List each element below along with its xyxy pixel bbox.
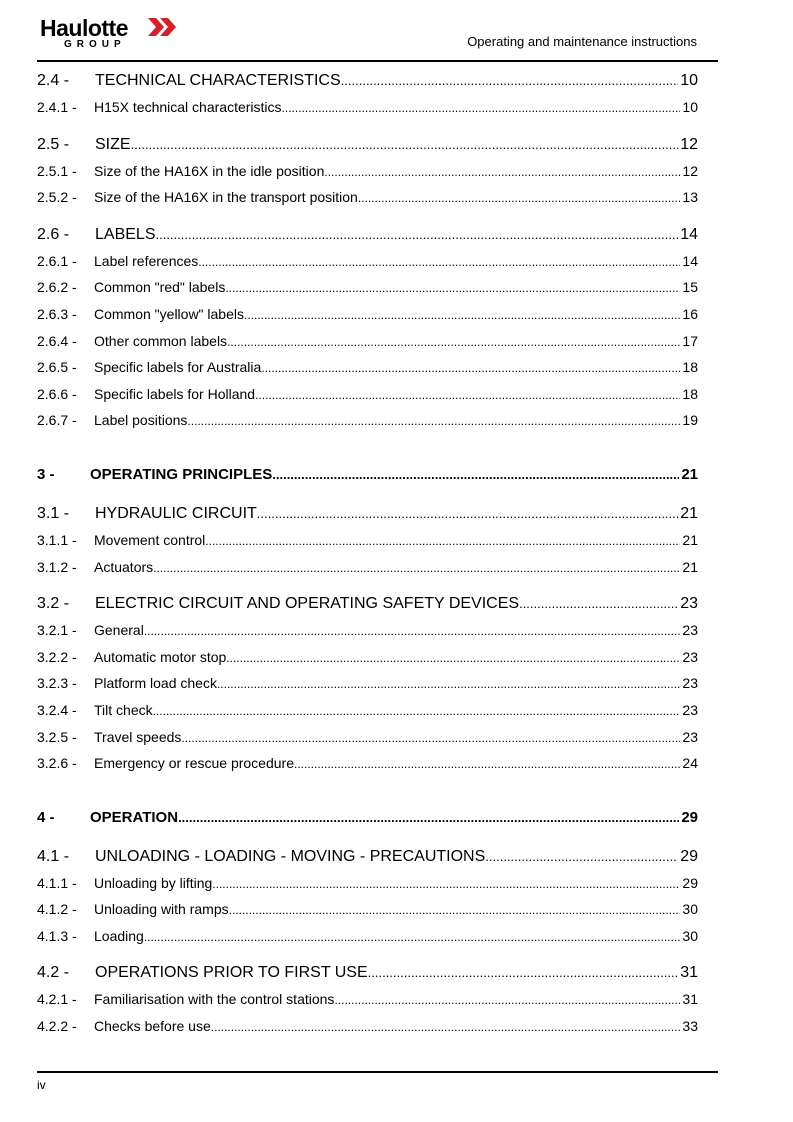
section-gap [37, 490, 698, 500]
dot-leader [282, 94, 681, 122]
toc-number: 2.6 - [37, 225, 70, 243]
dot-leader [181, 724, 680, 752]
toc-number: 3.2.3 - [37, 675, 77, 692]
toc-number: 2.6.7 - [37, 412, 77, 429]
toc-title: OPERATION [90, 808, 179, 826]
chapter-gap [37, 777, 698, 803]
dot-leader [358, 184, 681, 212]
toc-page: 23 [682, 622, 698, 639]
dot-leader [324, 158, 680, 186]
toc-page: 18 [682, 359, 698, 376]
toc-page: 21 [681, 465, 698, 483]
chapter-gap [37, 434, 698, 460]
dot-leader [198, 248, 680, 276]
dot-leader [217, 670, 680, 698]
dot-leader [205, 527, 680, 555]
toc-number: 2.4.1 - [37, 99, 77, 115]
toc-number: 4.1.2 - [37, 901, 77, 918]
toc-title: Specific labels for Australia [94, 359, 262, 376]
toc-page: 21 [682, 531, 698, 548]
toc-entry[interactable] [37, 724, 698, 751]
toc-entry[interactable] [37, 500, 698, 527]
toc-entry[interactable] [37, 870, 698, 897]
toc-title: Label positions [94, 412, 188, 429]
toc-number: 2.6.5 - [37, 359, 77, 376]
dot-leader [211, 1013, 681, 1041]
toc-entry[interactable] [37, 131, 698, 158]
toc-page: 31 [682, 991, 698, 1008]
toc-number: 3.2.4 - [37, 701, 77, 718]
dot-leader [131, 131, 679, 158]
toc-title: Travel speeds [94, 728, 182, 745]
dot-leader [334, 986, 680, 1014]
toc-entry[interactable] [37, 590, 698, 617]
toc-number: 2.6.4 - [37, 332, 77, 349]
section-gap [37, 833, 698, 843]
toc-number: 2.6.2 - [37, 279, 77, 296]
dot-leader [272, 460, 679, 490]
toc-chapter[interactable] [37, 460, 698, 490]
toc-page: 23 [682, 728, 698, 745]
dot-leader [226, 644, 680, 672]
toc-number: 2.5.1 - [37, 162, 77, 179]
dot-leader [153, 697, 681, 725]
dot-leader [257, 500, 678, 527]
toc-title: Common "yellow" labels [94, 305, 244, 322]
header-rule [37, 60, 718, 62]
toc-page: 19 [682, 412, 698, 429]
logo-chevron-icon [148, 16, 178, 38]
toc-title: Familiarisation with the control stations [94, 991, 335, 1008]
toc-title: ELECTRIC CIRCUIT AND OPERATING SAFETY DEVICES [95, 595, 520, 613]
toc-entry[interactable] [37, 407, 698, 434]
toc-page: 23 [682, 648, 698, 665]
toc-entry[interactable] [37, 644, 698, 671]
logo-wordmark: Haulotte [40, 15, 128, 41]
toc-entry[interactable] [37, 959, 698, 986]
toc-page: 21 [682, 558, 698, 575]
toc-entry[interactable] [37, 617, 698, 644]
toc-title: Platform load check [94, 675, 217, 692]
toc-entry[interactable] [37, 986, 698, 1013]
toc-page: 29 [680, 847, 698, 865]
toc-title: Emergency or rescue procedure [94, 755, 294, 772]
section-gap [37, 580, 698, 590]
toc-entry[interactable] [37, 381, 698, 408]
toc-number: 3.2.5 - [37, 728, 77, 745]
toc-title: SIZE [95, 135, 131, 153]
toc-entry[interactable] [37, 527, 698, 554]
toc-title: Other common labels [94, 332, 228, 349]
dot-leader [187, 407, 680, 435]
dot-leader [227, 328, 680, 356]
toc-number: 4.1.3 - [37, 927, 77, 944]
toc-number: 4.2.1 - [37, 991, 77, 1008]
toc-title: OPERATING PRINCIPLES [90, 465, 273, 483]
dot-leader [294, 750, 680, 778]
toc-page: 29 [682, 874, 698, 891]
toc-page: 16 [682, 305, 698, 322]
dot-leader [244, 301, 680, 329]
toc-title: H15X technical characteristics [94, 99, 282, 115]
toc-number: 3.2.1 - [37, 622, 77, 639]
toc-page: 15 [682, 279, 698, 296]
toc-number: 3.2 - [37, 595, 70, 613]
toc-entry[interactable] [37, 67, 698, 94]
toc-page: 33 [682, 1018, 698, 1035]
dot-leader [485, 843, 678, 870]
toc-entry[interactable] [37, 354, 698, 381]
toc-title: LABELS [95, 225, 156, 243]
dot-leader [229, 896, 681, 924]
toc-entry[interactable] [37, 94, 698, 121]
section-gap [37, 121, 698, 131]
toc-number: 2.5 - [37, 135, 70, 153]
toc-title: Common "red" labels [94, 279, 226, 296]
toc-number: 4.1.1 - [37, 874, 77, 891]
section-gap [37, 211, 698, 221]
toc-number: 4.2 - [37, 964, 70, 982]
toc-page: 30 [682, 927, 698, 944]
toc-page: 23 [682, 701, 698, 718]
toc-title: Unloading by lifting [94, 874, 213, 891]
toc-title: Loading [94, 927, 144, 944]
toc-page: 30 [682, 901, 698, 918]
footer-page-number: iv [37, 1078, 46, 1092]
toc-entry[interactable] [37, 221, 698, 248]
toc-page: 29 [681, 808, 698, 826]
toc-title: HYDRAULIC CIRCUIT [95, 504, 257, 522]
toc-title: Label references [94, 252, 199, 269]
toc-page: 23 [680, 595, 698, 613]
toc-page: 10 [682, 99, 698, 115]
dot-leader [255, 381, 680, 409]
toc-entry[interactable] [37, 248, 698, 275]
toc-title: Unloading with ramps [94, 901, 229, 918]
toc-title: General [94, 622, 144, 639]
toc-title: Size of the HA16X in the idle position [94, 162, 325, 179]
toc-number: 3.2.2 - [37, 648, 77, 665]
toc-entry[interactable] [37, 1013, 698, 1040]
toc-number: 2.6.1 - [37, 252, 77, 269]
toc-title: OPERATIONS PRIOR TO FIRST USE [95, 964, 368, 982]
toc-number: 3.1 - [37, 504, 70, 522]
section-gap [37, 949, 698, 959]
toc-number: 4 - [37, 808, 55, 826]
dot-leader [144, 617, 681, 645]
toc-title: Movement control [94, 531, 206, 548]
dot-leader [212, 870, 680, 898]
toc-title: Checks before use [94, 1018, 211, 1035]
toc-title: Automatic motor stop [94, 648, 227, 665]
toc-title: TECHNICAL CHARACTERISTICS [95, 72, 341, 89]
toc-page: 13 [682, 189, 698, 206]
toc-number: 2.5.2 - [37, 189, 77, 206]
table-of-contents [37, 67, 698, 1040]
toc-number: 3.1.1 - [37, 531, 77, 548]
toc-number: 4.2.2 - [37, 1018, 77, 1035]
haulotte-logo [40, 14, 180, 54]
toc-entry[interactable] [37, 184, 698, 211]
dot-leader [153, 554, 680, 582]
toc-number: 3.2.6 - [37, 755, 77, 772]
dot-leader [225, 274, 680, 302]
toc-entry[interactable] [37, 328, 698, 355]
toc-title: Actuators [94, 558, 154, 575]
toc-number: 2.6.6 - [37, 385, 77, 402]
toc-page: 14 [680, 225, 698, 243]
toc-page: 24 [682, 755, 698, 772]
toc-entry[interactable] [37, 843, 698, 870]
document-title: Operating and maintenance instructions [467, 34, 697, 49]
toc-page: 23 [682, 675, 698, 692]
toc-page: 10 [680, 72, 698, 89]
toc-title: Tilt check [94, 701, 153, 718]
footer-rule [37, 1071, 718, 1073]
toc-entry[interactable] [37, 697, 698, 724]
toc-title: Specific labels for Holland [94, 385, 256, 402]
dot-leader [261, 354, 680, 382]
toc-entry[interactable] [37, 923, 698, 950]
toc-number: 2.4 - [37, 72, 70, 89]
toc-entry[interactable] [37, 274, 698, 301]
dot-leader [178, 803, 679, 833]
toc-number: 4.1 - [37, 847, 70, 865]
toc-entry[interactable] [37, 670, 698, 697]
toc-page: 14 [682, 252, 698, 269]
toc-page: 31 [680, 964, 698, 982]
toc-page: 18 [682, 385, 698, 402]
toc-entry[interactable] [37, 554, 698, 581]
dot-leader [519, 590, 678, 617]
toc-number: 3.1.2 - [37, 558, 77, 575]
dot-leader [144, 923, 681, 951]
toc-number: 3 - [37, 465, 55, 483]
logo-group-text: GROUP [64, 39, 126, 50]
toc-page: 21 [680, 504, 698, 522]
toc-page: 17 [682, 332, 698, 349]
toc-entry[interactable] [37, 750, 698, 777]
dot-leader [368, 959, 679, 986]
dot-leader [341, 67, 679, 94]
toc-chapter[interactable] [37, 803, 698, 833]
toc-number: 2.6.3 - [37, 305, 77, 322]
dot-leader [155, 221, 678, 248]
toc-page: 12 [680, 135, 698, 153]
toc-entry[interactable] [37, 158, 698, 185]
toc-title: Size of the HA16X in the transport position [94, 189, 358, 206]
toc-title: UNLOADING - LOADING - MOVING - PRECAUTIONS [95, 847, 486, 865]
toc-page: 12 [682, 162, 698, 179]
toc-entry[interactable] [37, 301, 698, 328]
toc-entry[interactable] [37, 896, 698, 923]
